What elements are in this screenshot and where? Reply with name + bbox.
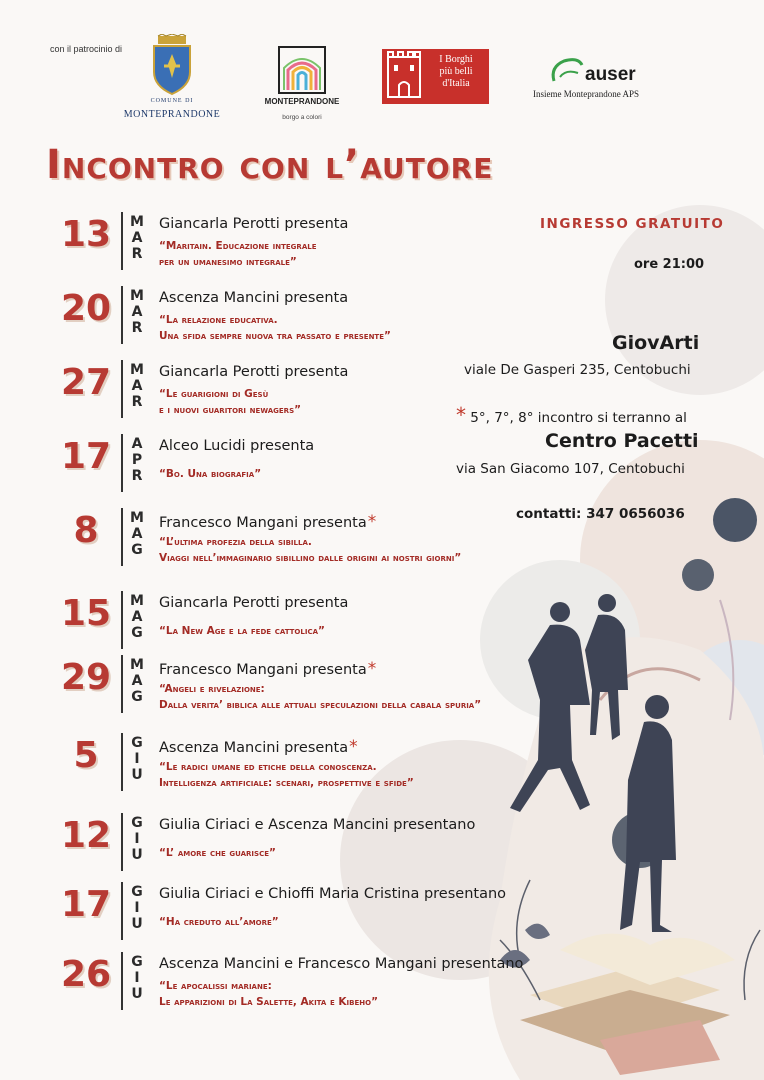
asterisk-icon: * [349,737,358,757]
event-month-letter: A [131,304,143,320]
event-month [130,362,144,410]
event-row [0,952,764,1022]
event-month-letter: R [131,246,143,262]
event-talk-line: Intelligenza artificiale: scenari, prospettive e sfide” [159,777,414,789]
venue-giovarti-address: viale De Gasperi 235, Centobuchi [464,362,691,378]
event-row [0,286,764,356]
event-presenter-text: Alceo Lucidi presenta [159,438,315,454]
borghi-text [426,54,486,90]
event-talk-title [159,681,481,713]
event-talk-line: “La relazione educativa. [159,314,278,326]
event-month-letter: M [130,593,144,609]
poster-title: Incontro con l’autore [46,142,494,188]
event-month-letter: G [131,689,143,705]
comune-caption-name: MONTEPRANDONE [123,109,221,120]
event-month-letter: R [131,468,143,484]
event-row [0,360,764,430]
event-month-letter: M [130,214,144,230]
event-day: 15 [60,593,112,634]
event-presenter-text: Giancarla Perotti presenta [159,595,349,611]
event-presenter [159,512,376,532]
auser-swoosh-icon [548,55,588,87]
event-month-letter: M [130,657,144,673]
event-month [130,436,144,484]
event-month-letter: A [131,609,143,625]
patronage-label: con il patrocinio di [50,44,123,54]
event-talk-line: “Maritain. Educazione integrale [159,240,317,252]
event-day: 20 [60,288,112,329]
event-talk-line: “Bo. Una biografia” [159,468,262,480]
asterisk-icon: * [456,403,466,427]
monteprandone-caption-tagline: borgo a colori [282,114,322,121]
event-presenter-text: Ascenza Mancini presenta [159,740,349,756]
event-presenter-text: Francesco Mangani presenta [159,662,367,678]
tower-icon [382,49,426,104]
event-month-letter: A [131,673,143,689]
event-presenter-text: Giancarla Perotti presenta [159,216,349,232]
event-row [0,813,764,883]
event-talk-title [159,845,276,861]
auser-subtitle: Insieme Monteprandone APS [533,89,639,99]
event-talk-line: e i nuovi guaritori newagers” [159,404,302,416]
event-presenter [159,817,475,833]
event-month-letter: G [131,815,143,831]
event-row [0,212,764,282]
event-month-letter: A [131,526,143,542]
event-talk-line: per un umanesimo integrale” [159,256,297,268]
event-month [130,657,144,705]
event-divider [121,286,123,344]
event-talk-title [159,623,325,639]
monteprandone-caption [250,97,354,124]
event-month-letter: I [134,900,140,916]
event-month [130,510,144,558]
event-month [130,815,144,863]
event-divider [121,813,123,871]
event-talk-line: “L’ amore che guarisce” [159,847,276,859]
borghi-logo [382,49,489,104]
event-month [130,884,144,932]
borghi-line: più belli [439,66,473,77]
contact-phone: contatti: 347 0656036 [516,506,685,522]
comune-crest-logo [150,34,194,96]
event-month-letter: R [131,320,143,336]
event-talk-line: “Le apocalissi mariane: [159,980,272,992]
event-presenter [159,659,376,679]
event-day: 26 [60,954,112,995]
comune-caption-small: COMUNE DI [150,98,194,104]
event-divider [121,212,123,270]
venue-giovarti: GiovArti [612,332,700,354]
asterisk-icon: * [367,659,377,679]
event-month [130,954,144,1002]
asterisk-icon: * [367,512,377,532]
event-talk-title [159,534,461,566]
event-month-letter: U [131,847,143,863]
event-talk-title [159,312,391,344]
auser-logo-text: auser [585,64,636,85]
event-presenter [159,737,358,757]
event-month-letter: A [131,378,143,394]
event-month-letter: M [130,362,144,378]
event-month-letter: G [131,542,143,558]
event-presenter-text: Giulia Ciriaci e Ascenza Mancini presentano [159,817,476,833]
event-talk-title [159,386,301,418]
event-talk-line: “Le radici umane ed etiche della conoscenza. [159,761,377,773]
event-presenter [159,595,348,611]
event-month-letter: G [131,625,143,641]
comune-caption [120,98,224,122]
event-month-letter: U [131,916,143,932]
event-divider [121,508,123,566]
event-presenter [159,216,348,232]
event-month [130,593,144,641]
event-month-letter: P [131,452,143,468]
event-month-letter: I [134,751,140,767]
event-divider [121,434,123,492]
event-month-letter: G [131,954,143,970]
event-talk-line: “Angeli e rivelazione: [159,683,265,695]
event-day: 29 [60,657,112,698]
event-divider [121,733,123,791]
event-presenter-text: Ascenza Mancini presenta [159,290,349,306]
event-month-letter: M [130,288,144,304]
event-presenter [159,364,348,380]
event-presenter-text: Francesco Mangani presenta [159,515,367,531]
event-day: 13 [60,214,112,255]
event-month-letter: I [134,831,140,847]
event-talk-line: Viaggi nell’immaginario sibillino dalle origini ai nostri giorni” [159,552,462,564]
borghi-line: I Borghi [439,54,473,65]
event-presenter-text: Giulia Ciriaci e Chioffi Maria Cristina presentano [159,886,507,902]
event-row [0,655,764,725]
monteprandone-caption-name: MONTEPRANDONE [264,97,340,106]
event-talk-line: “Ha creduto all’amore” [159,916,279,928]
event-day: 8 [73,510,99,551]
event-divider [121,882,123,940]
venue-centro-pacetti-address: via San Giacomo 107, Centobuchi [456,461,685,477]
event-talk-title [159,466,261,482]
event-presenter [159,956,523,972]
event-talk-title [159,978,378,1010]
event-divider [121,360,123,418]
event-time: ore 21:00 [634,257,705,272]
event-presenter [159,290,348,306]
free-entry-label: INGRESSO GRATUITO [540,216,725,232]
event-day: 17 [60,436,112,477]
event-month-letter: G [131,735,143,751]
event-divider [121,655,123,713]
event-presenter [159,438,314,454]
event-month-letter: I [134,970,140,986]
event-presenter-text: Giancarla Perotti presenta [159,364,349,380]
event-month-letter: M [130,510,144,526]
event-presenter-text: Ascenza Mancini e Francesco Mangani presentano [159,956,524,972]
event-talk-line: Dalla verita’ biblica alle attuali speculazioni della cabala spuria” [159,699,482,711]
event-day: 27 [60,362,112,403]
event-talk-line: “L’ultima profezia della sibilla. [159,536,312,548]
event-divider [121,591,123,649]
event-talk-line: “Le guarigioni di Gesù [159,388,269,400]
event-row [0,434,764,504]
event-month-letter: G [131,884,143,900]
venue-centro-pacetti: Centro Pacetti [545,430,699,452]
event-month [130,214,144,262]
event-talk-title [159,759,414,791]
event-row [0,591,764,661]
event-month-letter: U [131,767,143,783]
event-talk-title [159,238,316,270]
event-day: 17 [60,884,112,925]
event-talk-line: “La New Age e la fede cattolica” [159,625,325,637]
event-row [0,508,764,578]
event-day: 5 [73,735,99,776]
event-talk-title [159,914,279,930]
venue-note-text: 5°, 7°, 8° incontro si terranno al [470,410,687,426]
event-divider [121,952,123,1010]
event-month-letter: U [131,986,143,1002]
event-row [0,733,764,803]
event-month-letter: A [131,230,143,246]
event-month [130,288,144,336]
event-talk-line: Le apparizioni di La Salette, Akita e Kibeho” [159,996,378,1008]
borghi-line: d'Italia [442,78,470,89]
event-month [130,735,144,783]
monteprandone-borgo-logo [278,46,326,94]
event-month-letter: R [131,394,143,410]
event-row [0,882,764,952]
event-month-letter: A [131,436,143,452]
event-presenter [159,886,506,902]
event-day: 12 [60,815,112,856]
event-talk-line: Una sfida sempre nuova tra passato e presente” [159,330,391,342]
